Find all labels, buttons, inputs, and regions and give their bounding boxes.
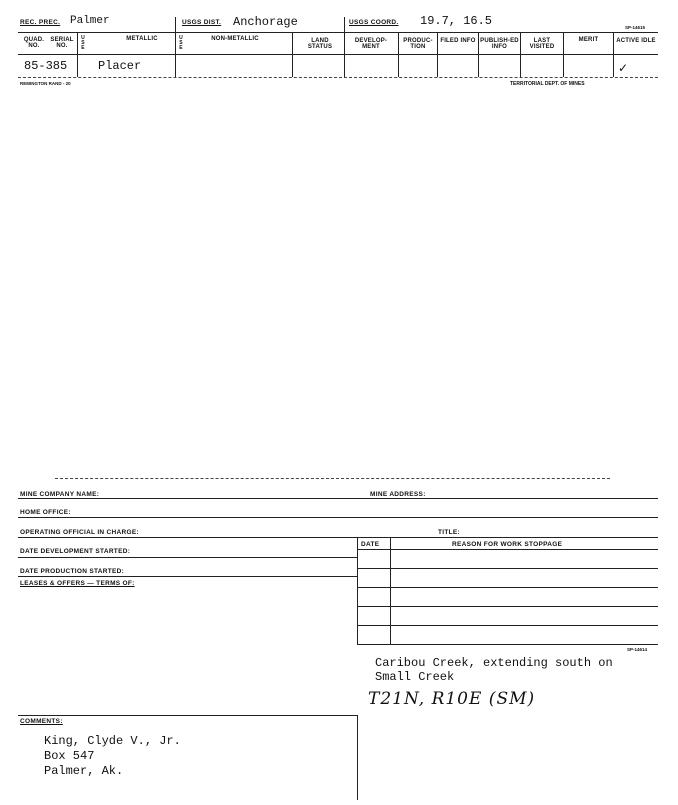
top-rule-3 xyxy=(18,77,658,78)
top-form-code: SP-14615 xyxy=(625,25,646,30)
leases-label: LEASES & OFFERS — TERMS OF: xyxy=(20,580,135,587)
table-date-divider xyxy=(390,537,391,645)
table-rule xyxy=(357,549,658,550)
comments-label: COMMENTS: xyxy=(20,718,63,725)
date-production-label: DATE PRODUCTION STARTED: xyxy=(20,568,125,575)
comment-line-2: Box 547 xyxy=(44,749,95,763)
comments-right-edge xyxy=(357,715,358,800)
col-divider xyxy=(77,32,78,77)
col-published-info: PUBLISH-ED INFO xyxy=(480,38,519,50)
handwritten-township: T21N, R10E (SM) xyxy=(368,689,536,709)
printer-credit: REMINGTON RAND - 20 xyxy=(20,81,71,86)
col-divider xyxy=(563,32,564,77)
mine-address-label: MINE ADDRESS: xyxy=(370,491,426,498)
metallic-value: Placer xyxy=(98,59,142,73)
bottom-card-top-edge xyxy=(55,478,610,479)
rule-comments xyxy=(18,715,357,716)
active-check-mark: ✓ xyxy=(618,61,629,75)
mine-company-name-label: MINE COMPANY NAME: xyxy=(20,491,100,498)
rule-official xyxy=(18,537,658,538)
table-rule xyxy=(357,625,658,626)
col-active-idle: ACTIVE IDLE xyxy=(616,38,656,44)
comment-line-1: King, Clyde V., Jr. xyxy=(44,734,181,748)
col-quad: QUAD. NO. xyxy=(23,37,45,49)
col-divider xyxy=(613,32,614,77)
date-col-header: DATE xyxy=(361,541,380,548)
col-metallic: METALLIC xyxy=(126,36,158,42)
table-rule xyxy=(357,568,658,569)
rec-prec-value: Palmer xyxy=(70,15,110,27)
usgs-dist-value: Anchorage xyxy=(233,15,298,29)
col-divider xyxy=(292,32,293,77)
col-use-1: USE xyxy=(81,35,85,51)
table-rule xyxy=(357,644,658,645)
reason-col-header: REASON FOR WORK STOPPAGE xyxy=(452,541,563,548)
date-development-label: DATE DEVELOPMENT STARTED: xyxy=(20,548,131,555)
col-divider xyxy=(520,32,521,77)
col-divider xyxy=(437,32,438,77)
usgs-dist-label: USGS DIST. xyxy=(182,19,222,26)
col-land-status: LAND STATUS xyxy=(307,38,333,50)
rule-production xyxy=(18,576,357,577)
col-merit: MERIT xyxy=(578,37,599,43)
col-use-2: USE xyxy=(179,35,183,51)
rule-company xyxy=(18,498,658,499)
comment-line-3: Palmer, Ak. xyxy=(44,764,124,778)
col-divider xyxy=(478,32,479,77)
usgs-coord-value: 19.7, 16.5 xyxy=(420,14,493,28)
col-development: DEVELOP-MENT xyxy=(354,38,388,50)
col-serial: SERIAL NO. xyxy=(50,37,74,49)
col-last-visited: LAST VISITED xyxy=(529,38,555,50)
usgs-coord-label: USGS COORD. xyxy=(349,19,399,26)
col-production: PRODUC-TION xyxy=(403,38,433,50)
col-divider xyxy=(344,17,345,77)
top-rule-1 xyxy=(18,32,658,33)
home-office-label: HOME OFFICE: xyxy=(20,509,71,516)
rule-home-office xyxy=(18,517,658,518)
rec-prec-label: REC. PREC. xyxy=(20,19,61,26)
title-label: TITLE: xyxy=(438,529,461,536)
department-credit: TERRITORIAL DEPT. OF MINES xyxy=(510,81,585,87)
location-line-1: Caribou Creek, extending south on xyxy=(375,656,613,670)
table-left-edge xyxy=(357,537,358,645)
top-rule-2 xyxy=(18,54,658,55)
operating-official-label: OPERATING OFFICIAL IN CHARGE: xyxy=(20,529,139,536)
quad-serial-value: 85-385 xyxy=(24,59,68,73)
col-non-metallic: NON-METALLIC xyxy=(211,36,259,42)
col-filed-info: FILED INFO xyxy=(440,38,476,44)
col-divider xyxy=(398,32,399,77)
location-line-2: Small Creek xyxy=(375,670,455,684)
table-rule xyxy=(357,587,658,588)
rule-development xyxy=(18,557,357,558)
col-divider xyxy=(175,17,176,77)
table-rule xyxy=(357,606,658,607)
bottom-form-code: SP-14614 xyxy=(627,647,648,652)
